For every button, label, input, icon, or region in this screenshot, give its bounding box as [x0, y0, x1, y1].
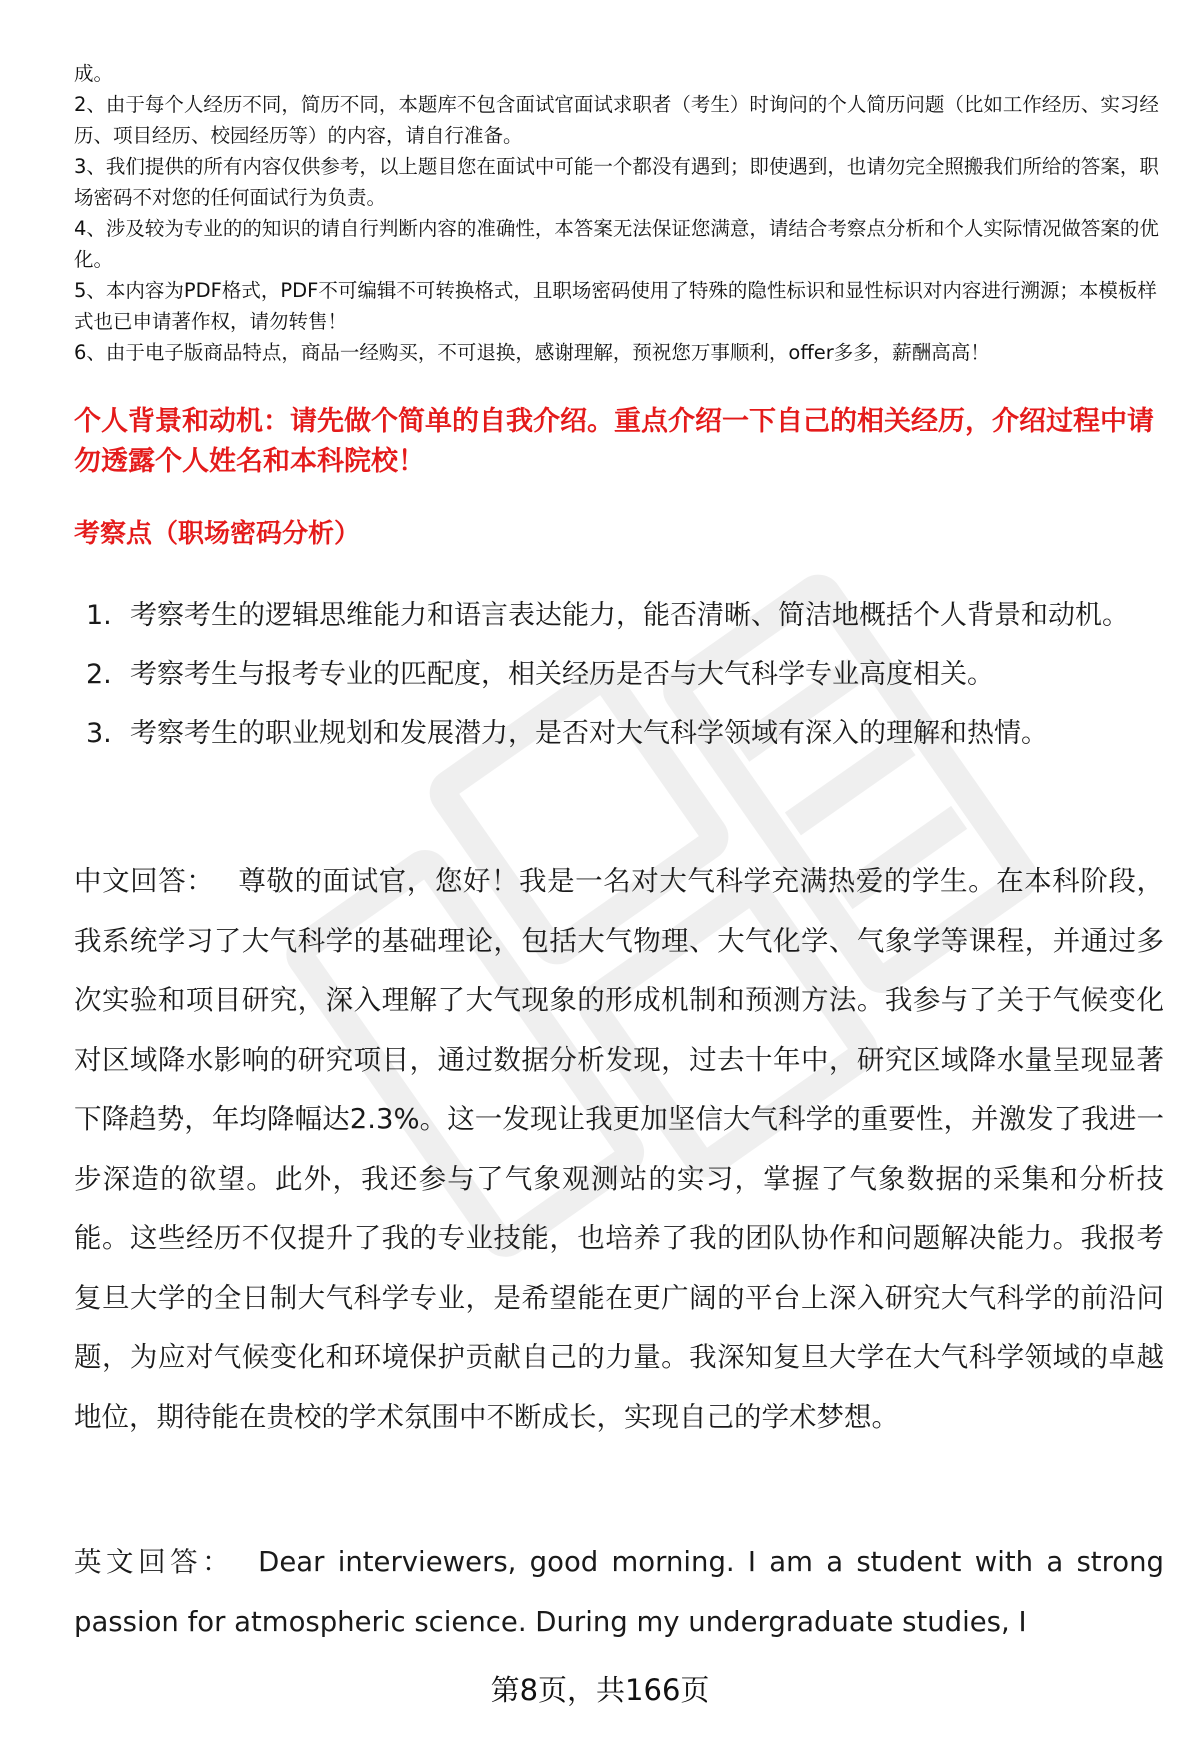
chinese-answer-text: 尊敬的面试官，您好！我是一名对大气科学充满热爱的学生。在本科阶段，我系统学习了大气科学的基础理论，包括大气物理、大气化学、气象学等课程，并通过多次实验和项目研究，深入理解了大气现象的形成机制和预测方法。我参与了关于气候变化对区域降水影响的研究项目，通过数据分析发现，过去十年中，研究区域降水量呈现显著下降趋势，年均降幅达2.3%。这一发现让我更加坚信大气科学的重要性，并激发了我进一步深造的欲望。此外，我还参与了气象观测站的实习，掌握了气象数据的采集和分析技能。这些经历不仅提升了我的专业技能，也培养了我的团队协作和问题解决能力。我报考复旦大学的全日制大气科学专业，是希望能在更广阔的平台上深入研究大气科学的前沿问题，为应对气候变化和环境保护贡献自己的力量。我深知复旦大学在大气科学领域的卓越地位，期待能在贵校的学术氛围中不断成长，实现自己的学术梦想。: [74, 865, 1165, 1433]
note-line: 2、由于每个人经历不同，简历不同，本题库不包含面试官面试求职者（考生）时询问的个人简历问题（比如工作经历、实习经历、项目经历、校园经历等）的内容，请自行准备。: [74, 93, 1159, 147]
note-line: 3、我们提供的所有内容仅供参考，以上题目您在面试中可能一个都没有遇到；即使遇到，也请勿完全照搬我们所给的答案，职场密码不对您的任何面试行为负责。: [74, 155, 1159, 209]
english-answer-text: Dear interviewers, good morning. I am a student with a strong passion for atmospheric science. During my undergraduate studies, I: [74, 1546, 1164, 1638]
list-item: [74, 645, 1154, 704]
english-answer: [74, 1533, 1164, 1652]
note-line: 4、涉及较为专业的的知识的请自行判断内容的准确性，本答案无法保证您满意，请结合考察点分析和个人实际情况做答案的优化。: [74, 217, 1159, 271]
chinese-answer: [74, 852, 1164, 1447]
list-item-number: 2.: [86, 659, 112, 690]
list-item-text: 考察考生与报考专业的匹配度，相关经历是否与大气科学专业高度相关。: [130, 659, 994, 690]
disclaimer-notes: [74, 58, 1164, 368]
page-number-footer: 第8页，共166页: [490, 1673, 710, 1707]
note-line: 5、本内容为PDF格式，PDF不可编辑不可转换格式，且职场密码使用了特殊的隐性标识和显性标识对内容进行溯源；本模板样式也已申请著作权，请勿转售！: [74, 279, 1157, 333]
analysis-list: [74, 586, 1154, 763]
list-item-number: 1.: [86, 600, 112, 631]
note-line: 成。: [74, 62, 114, 85]
list-item-text: 考察考生的逻辑思维能力和语言表达能力，能否清晰、简洁地概括个人背景和动机。: [130, 600, 1129, 631]
chinese-answer-label: 中文回答：: [74, 865, 215, 897]
list-item: [74, 586, 1154, 645]
english-answer-label: 英文回答：: [74, 1546, 235, 1578]
list-item-text: 考察考生的职业规划和发展潜力，是否对大气科学领域有深入的理解和热情。: [130, 718, 1048, 749]
question-heading: 个人背景和动机：请先做个简单的自我介绍。重点介绍一下自己的相关经历，介绍过程中请勿透露个人姓名和本科院校！: [74, 406, 1154, 477]
list-item: [74, 704, 1154, 763]
note-line: 6、由于电子版商品特点，商品一经购买，不可退换，感谢理解，预祝您万事顺利，offer多多，薪酬高高！: [74, 341, 990, 364]
list-item-number: 3.: [86, 718, 112, 749]
analysis-title: 考察点（职场密码分析）: [74, 519, 361, 549]
